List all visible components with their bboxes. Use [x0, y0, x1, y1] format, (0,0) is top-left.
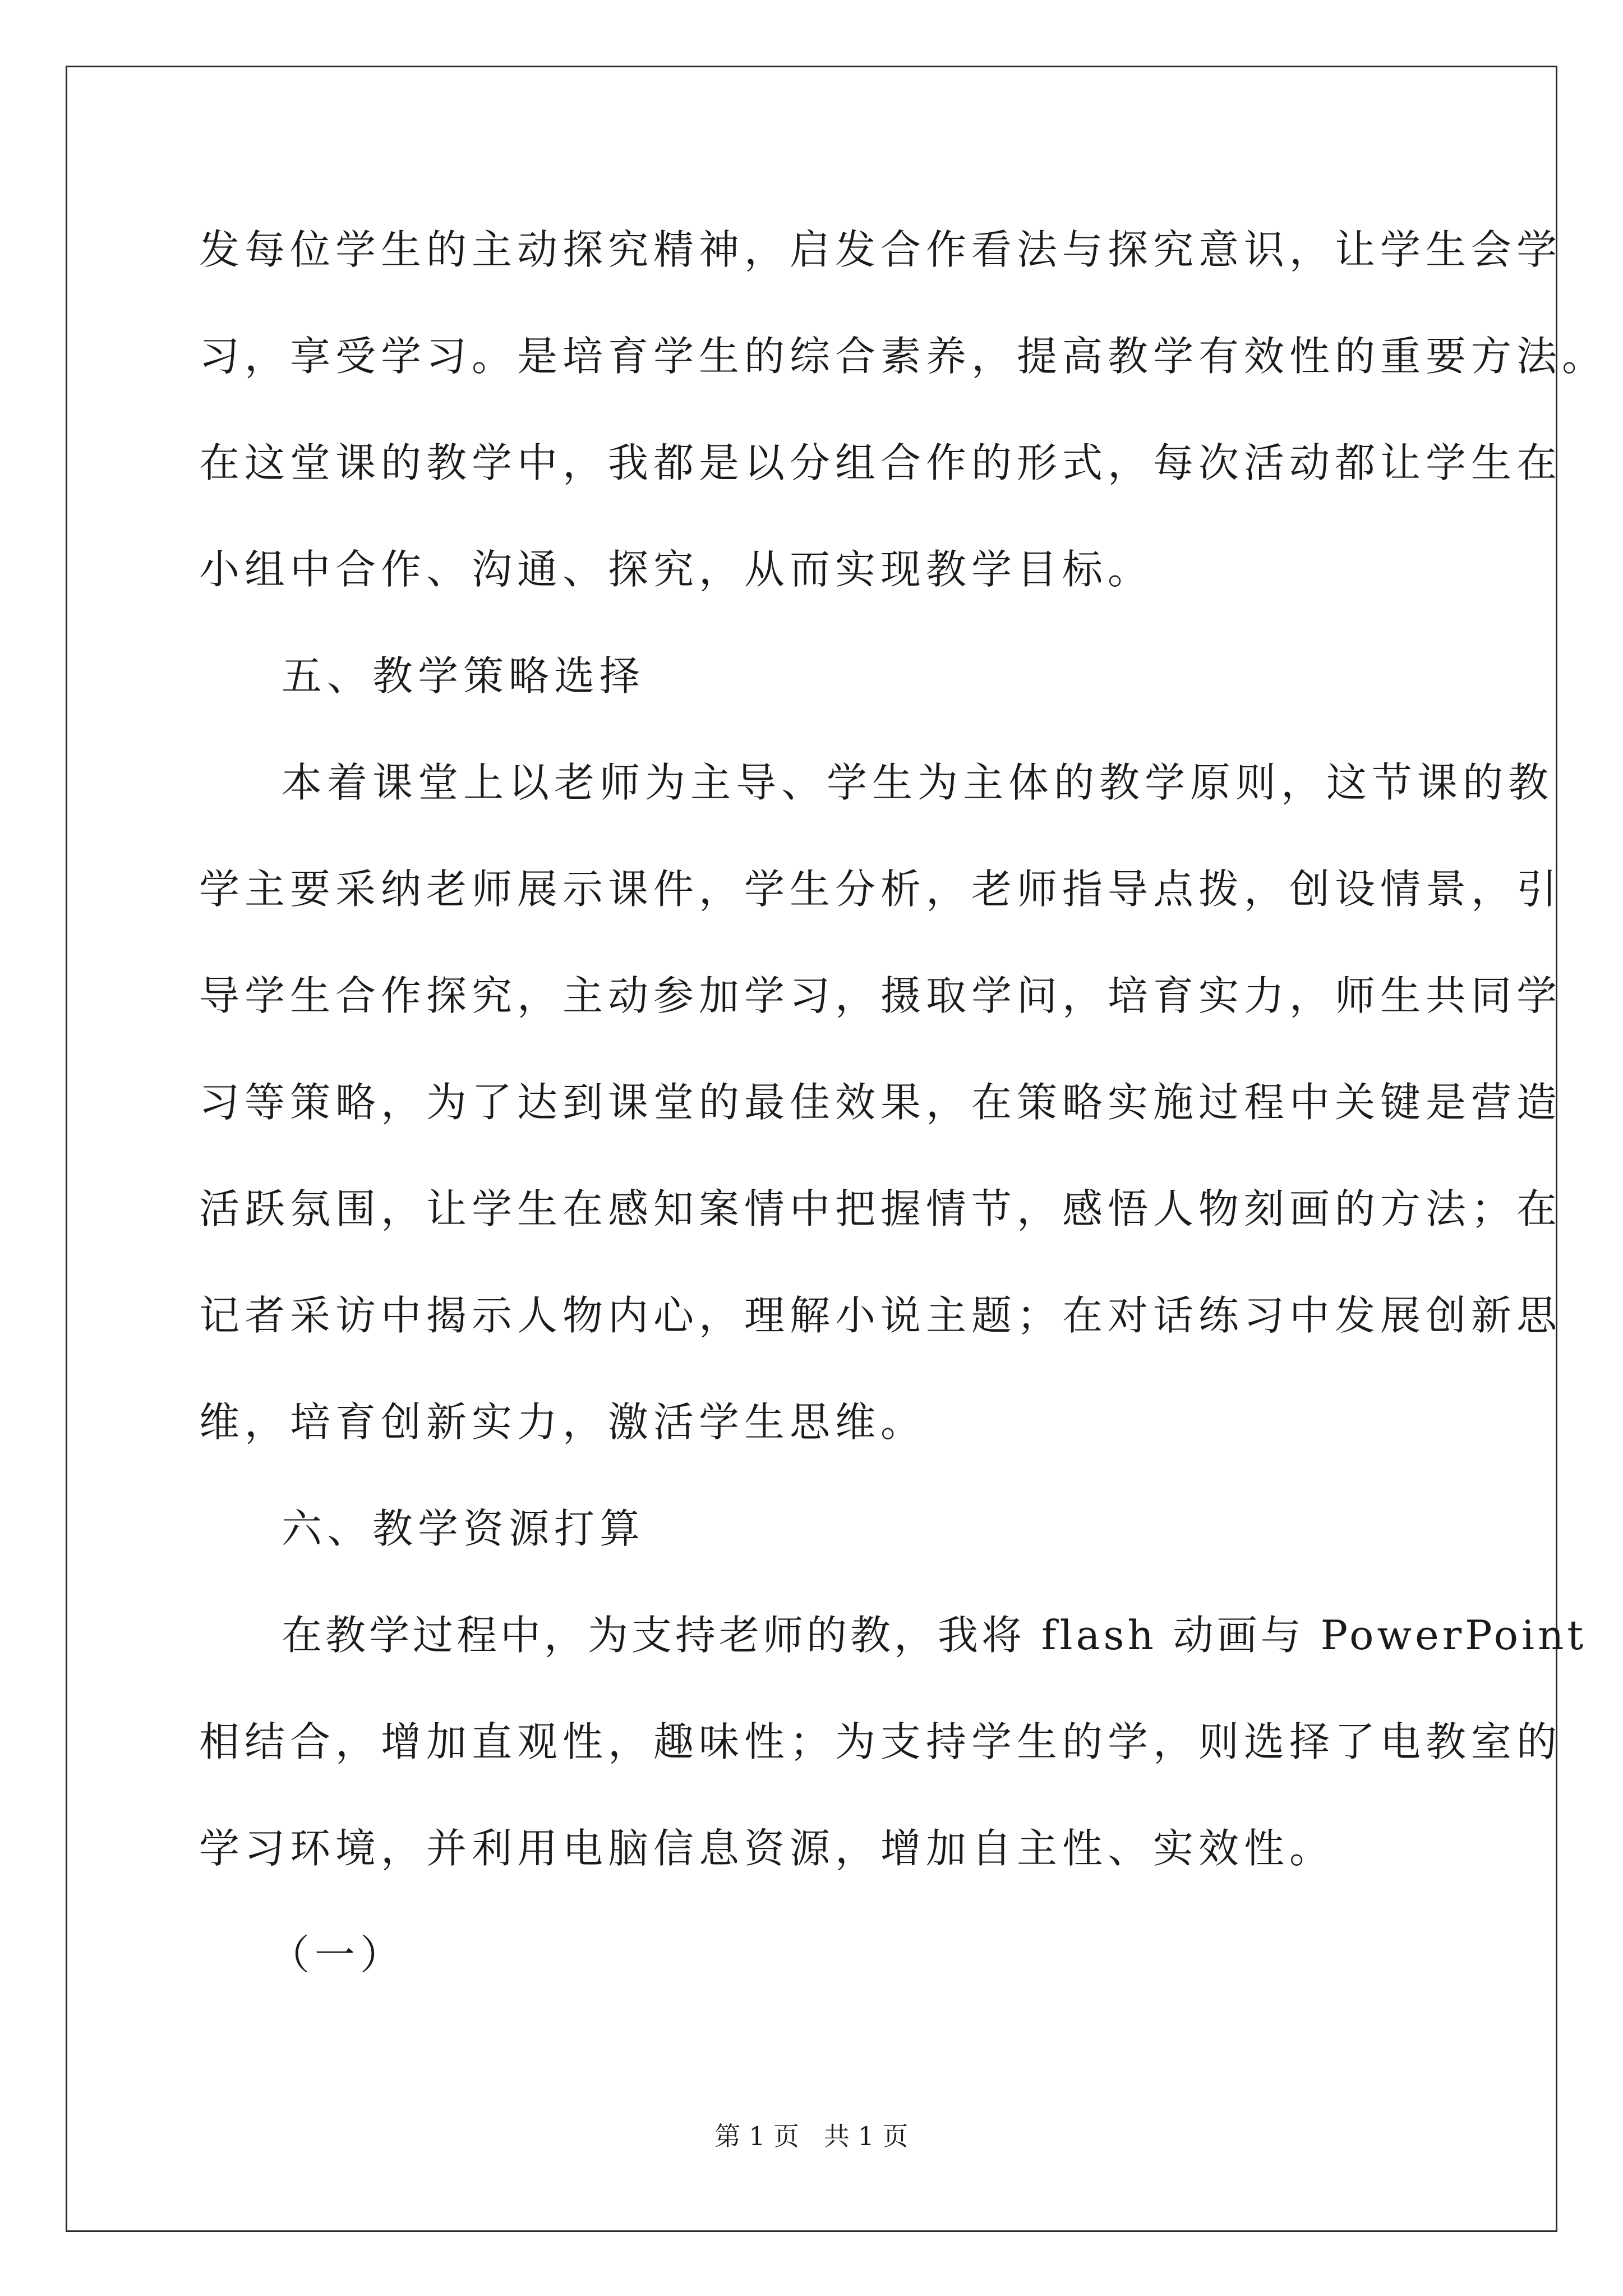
body-line: 在教学过程中，为支持老师的教，我将 flash 动画与 PowerPoint — [282, 1612, 1587, 1659]
body-line: 学习环境，并利用电脑信息资源，增加自主性、实效性。 — [199, 1825, 1335, 1872]
subsection-marker: （一） — [269, 1931, 406, 1978]
body-line: 本着课堂上以老师为主导、学生为主体的教学原则，这节课的教 — [282, 759, 1554, 806]
body-line: 习等策略，为了达到课堂的最佳效果，在策略实施过程中关键是营造 — [199, 1079, 1562, 1126]
body-line: 活跃氛围，让学生在感知案情中把握情节，感悟人物刻画的方法；在 — [199, 1185, 1562, 1232]
page-border — [66, 66, 1557, 2232]
section-heading: 六、教学资源打算 — [282, 1505, 645, 1552]
body-line: 相结合，增加直观性，趣味性；为支持学生的学，则选择了电教室的 — [199, 1718, 1562, 1765]
body-line: 记者采访中揭示人物内心，理解小说主题；在对话练习中发展创新思 — [199, 1292, 1562, 1339]
page-number-footer: 第 1 页 共 1 页 — [714, 2121, 909, 2151]
body-line: 导学生合作探究，主动参加学习，摄取学问，培育实力，师生共同学 — [199, 972, 1562, 1019]
body-line: 发每位学生的主动探究精神，启发合作看法与探究意识，让学生会学 — [199, 226, 1562, 273]
body-line: 习，享受学习。是培育学生的综合素养，提高教学有效性的重要方法。 — [199, 333, 1608, 380]
body-line: 维，培育创新实力，激活学生思维。 — [199, 1398, 926, 1446]
section-heading: 五、教学策略选择 — [282, 652, 645, 700]
body-line: 在这堂课的教学中，我都是以分组合作的形式，每次活动都让学生在 — [199, 439, 1562, 486]
body-line: 学主要采纳老师展示课件，学生分析，老师指导点拨，创设情景，引 — [199, 866, 1562, 913]
body-line: 小组中合作、沟通、探究，从而实现教学目标。 — [199, 546, 1154, 593]
